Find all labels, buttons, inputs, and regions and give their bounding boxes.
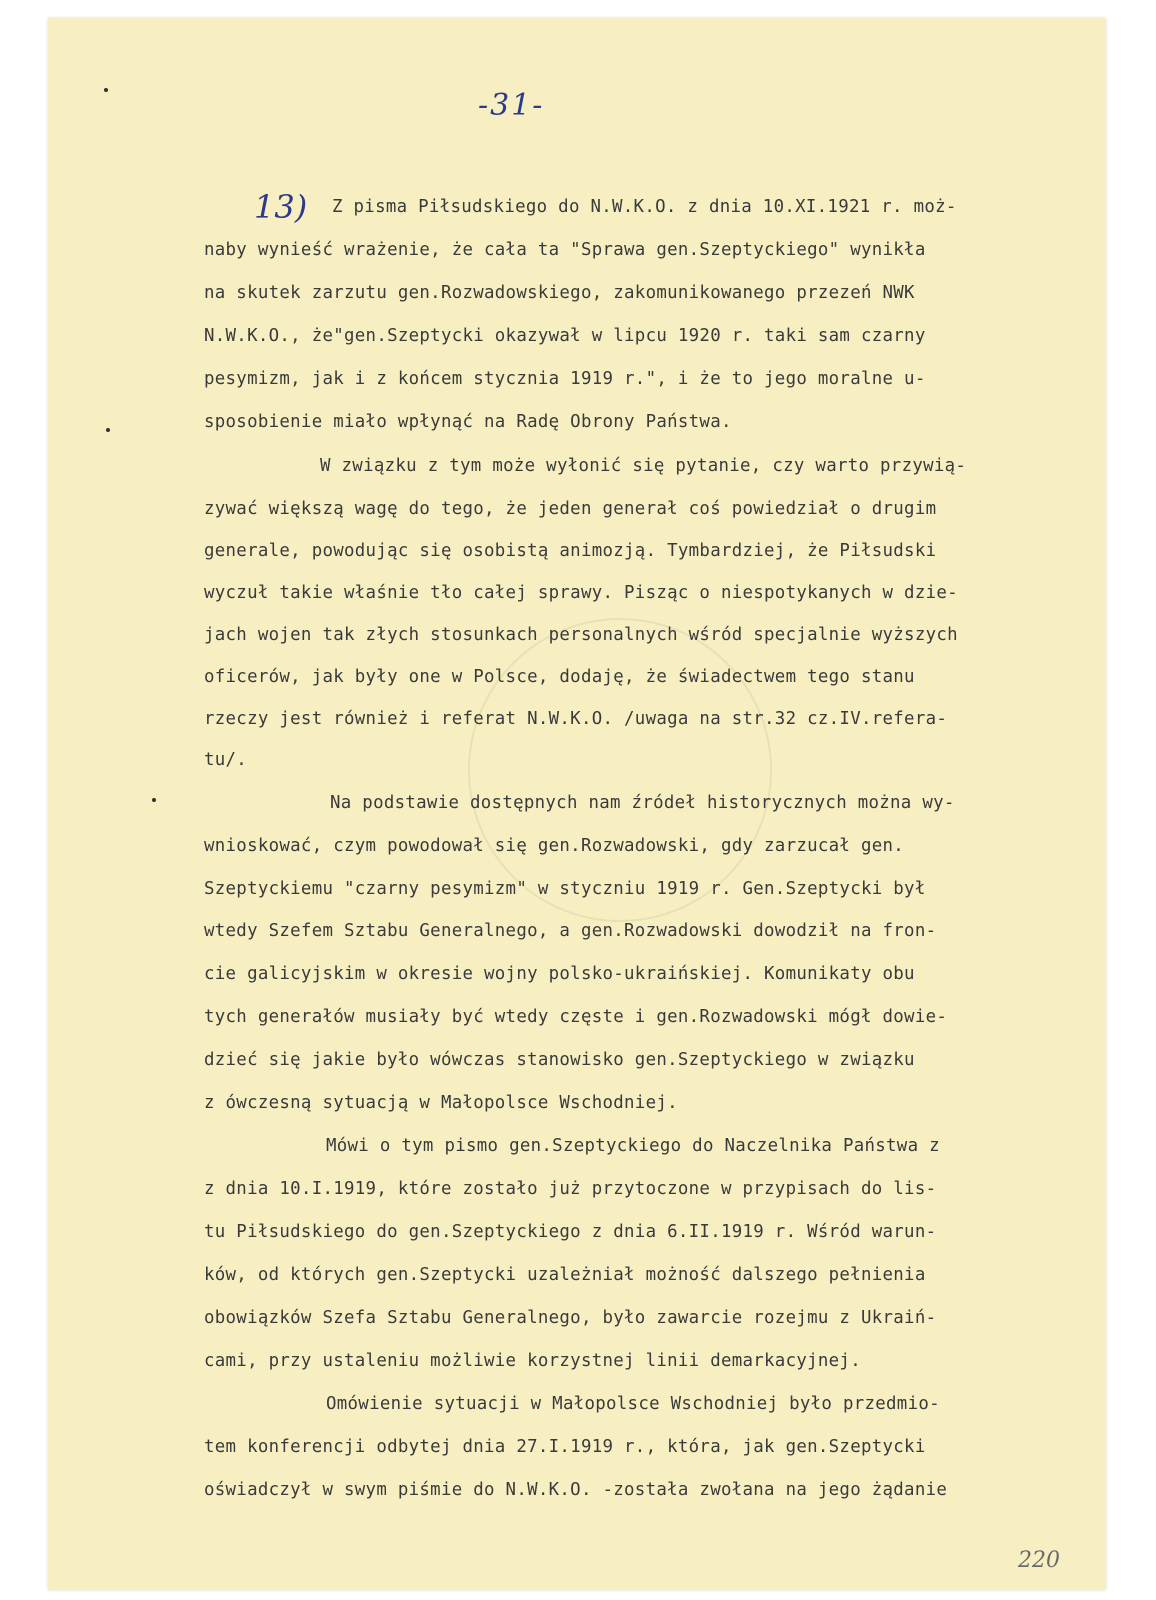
text-line: wnioskować, czym powodował się gen.Rozwadowski, gdy zarzucał gen. [204,836,905,856]
text-line: tu/. [204,750,248,770]
text-line: tem konferencji odbytej dnia 27.I.1919 r., która, jak gen.Szeptycki [204,1437,926,1457]
text-line: Szeptyckiemu "czarny pesymizm" w styczniu 1919 r. Gen.Szeptycki był [204,879,926,899]
text-line: W związku z tym może wyłonić się pytanie, czy warto przywią- [320,456,967,476]
text-line: ków, od których gen.Szeptycki uzależniał możność dalszego pełnienia [204,1265,926,1285]
text-line: oświadczył w swym piśmie do N.W.K.O. -została zwołana na jego żądanie [204,1480,948,1500]
text-line: z ówczesną sytuacją w Małopolsce Wschodniej. [204,1093,678,1113]
archive-page-mark: 220 [1018,1548,1060,1573]
text-line: rzeczy jest również i referat N.W.K.O. /uwaga na str.32 cz.IV.refera- [204,709,948,729]
page-number: -31- [478,88,545,123]
text-line: Na podstawie dostępnych nam źródeł historycznych można wy- [330,793,955,813]
watermark-seal [468,618,772,922]
text-line: Omówienie sytuacji w Małopolsce Wschodniej było przedmio- [326,1394,940,1414]
text-line: Mówi o tym pismo gen.Szeptyckiego do Naczelnika Państwa z [326,1136,940,1156]
punch-hole [152,798,156,802]
note-number: 13) [254,188,308,226]
text-line: pesymizm, jak i z końcem stycznia 1919 r.", i że to jego moralne u- [204,369,926,389]
text-line: naby wynieść wrażenie, że cała ta "Sprawa gen.Szeptyckiego" wynikła [204,240,926,260]
text-line: na skutek zarzutu gen.Rozwadowskiego, zakomunikowanego przezeń NWK [204,283,915,303]
text-line: tych generałów musiały być wtedy częste i gen.Rozwadowski mógł dowie- [204,1007,948,1027]
text-line: jach wojen tak złych stosunkach personalnych wśród specjalnie wyższych [204,625,958,645]
text-line: N.W.K.O., że"gen.Szeptycki okazywał w lipcu 1920 r. taki sam czarny [204,326,926,346]
text-line: cami, przy ustaleniu możliwie korzystnej linii demarkacyjnej. [204,1351,861,1371]
text-line: z dnia 10.I.1919, które zostało już przytoczone w przypisach do lis- [204,1179,937,1199]
punch-hole [106,428,110,432]
text-line: cie galicyjskim w okresie wojny polsko-ukraińskiej. Komunikaty obu [204,964,915,984]
text-line: tu Piłsudskiego do gen.Szeptyckiego z dnia 6.II.1919 r. Wśród warun- [204,1222,937,1242]
punch-hole [104,88,108,92]
text-line: wtedy Szefem Sztabu Generalnego, a gen.Rozwadowski dowodził na fron- [204,921,937,941]
text-line: Z pisma Piłsudskiego do N.W.K.O. z dnia 10.XI.1921 r. moż- [332,197,957,217]
text-line: oficerów, jak były one w Polsce, dodaję, że świadectwem tego stanu [204,667,915,687]
text-line: zywać większą wagę do tego, że jeden generał coś powiedział o drugim [204,499,937,519]
text-line: obowiązków Szefa Sztabu Generalnego, było zawarcie rozejmu z Ukraiń- [204,1308,937,1328]
text-line: wyczuł takie właśnie tło całej sprawy. Pisząc o niespotykanych w dzie- [204,583,958,603]
text-line: dzieć się jakie było wówczas stanowisko gen.Szeptyckiego w związku [204,1050,915,1070]
text-line: generale, powodując się osobistą animozją. Tymbardziej, że Piłsudski [204,541,937,561]
text-line: sposobienie miało wpłynąć na Radę Obrony Państwa. [204,412,732,432]
